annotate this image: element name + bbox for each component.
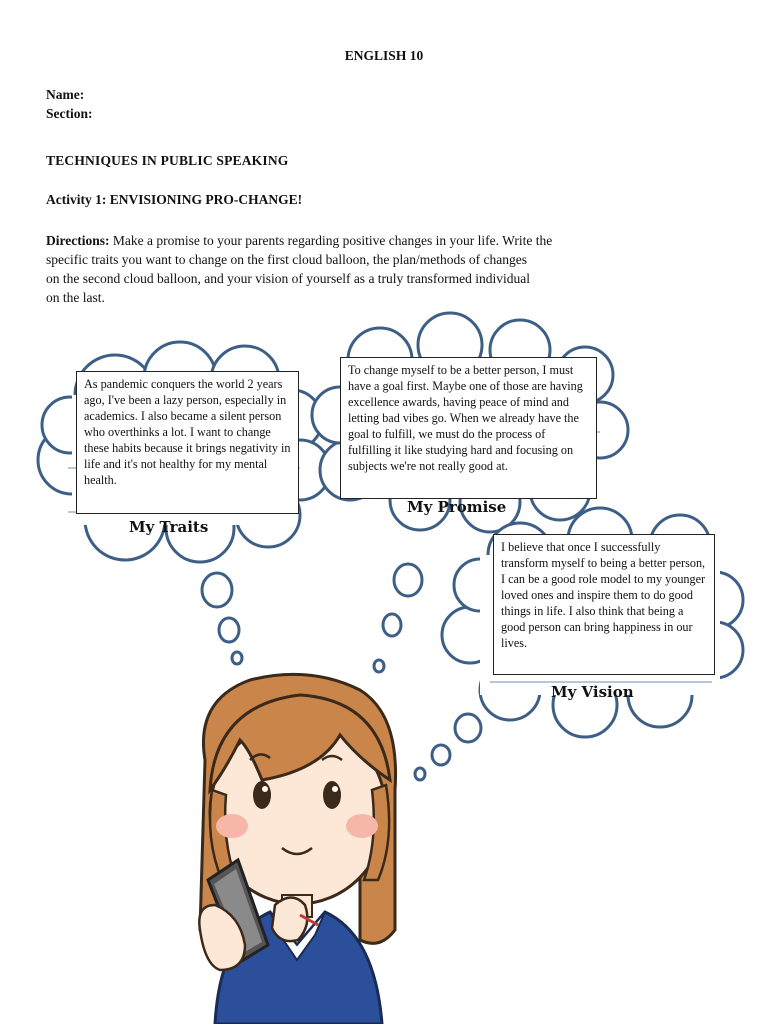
- vision-textbox[interactable]: I believe that once I successfully transform myself to being a better person, I can be a good role model to my younger loved ones and inspire them to do good things in life. I also think that being a good person can bring happiness in our lives.: [493, 534, 715, 675]
- directions-label: Directions:: [46, 233, 110, 248]
- document-title: ENGLISH 10: [344, 48, 424, 63]
- activity-title: Activity 1: ENVISIONING PRO-CHANGE!: [46, 192, 303, 207]
- directions-line-3: on the second cloud balloon, and your vision of yourself as a truly transformed individual: [46, 271, 531, 286]
- name-label: Name:: [46, 87, 85, 102]
- promise-bubbles: [374, 564, 422, 672]
- directions-line-4: on the last.: [46, 290, 105, 305]
- directions-line-2: specific traits you want to change on the first cloud balloon, the plan/methods of changes: [46, 252, 527, 267]
- promise-label: My Promise: [407, 498, 507, 516]
- traits-label: My Traits: [129, 518, 209, 536]
- topic-title: TECHNIQUES IN PUBLIC SPEAKING: [46, 153, 289, 168]
- vision-bubbles: [415, 714, 481, 780]
- traits-textbox[interactable]: As pandemic conquers the world 2 years ago, I've been a lazy person, especially in academics. I also became a silent person who overthinks a lot. I want to change these habits because it brings negativity in life and it's not healthy for my mental health.: [76, 371, 299, 514]
- traits-bubbles: [202, 573, 242, 664]
- promise-textbox[interactable]: To change myself to be a better person, I must have a goal first. Maybe one of those are having excellence awards, having peace of mind and letting bad vibes go. When we already have the goal to fulfill, we must do the process of fulfilling it like studying hard and focusing on subjects we're not really good at.: [340, 357, 597, 499]
- section-label: Section:: [46, 106, 93, 121]
- directions-paragraph: [46, 231, 631, 307]
- directions-line-1: [46, 231, 631, 250]
- directions-text-1: Make a promise to your parents regarding positive changes in your life. Write the: [109, 233, 553, 248]
- girl-illustration: [199, 674, 395, 1024]
- vision-label: My Vision: [551, 683, 634, 701]
